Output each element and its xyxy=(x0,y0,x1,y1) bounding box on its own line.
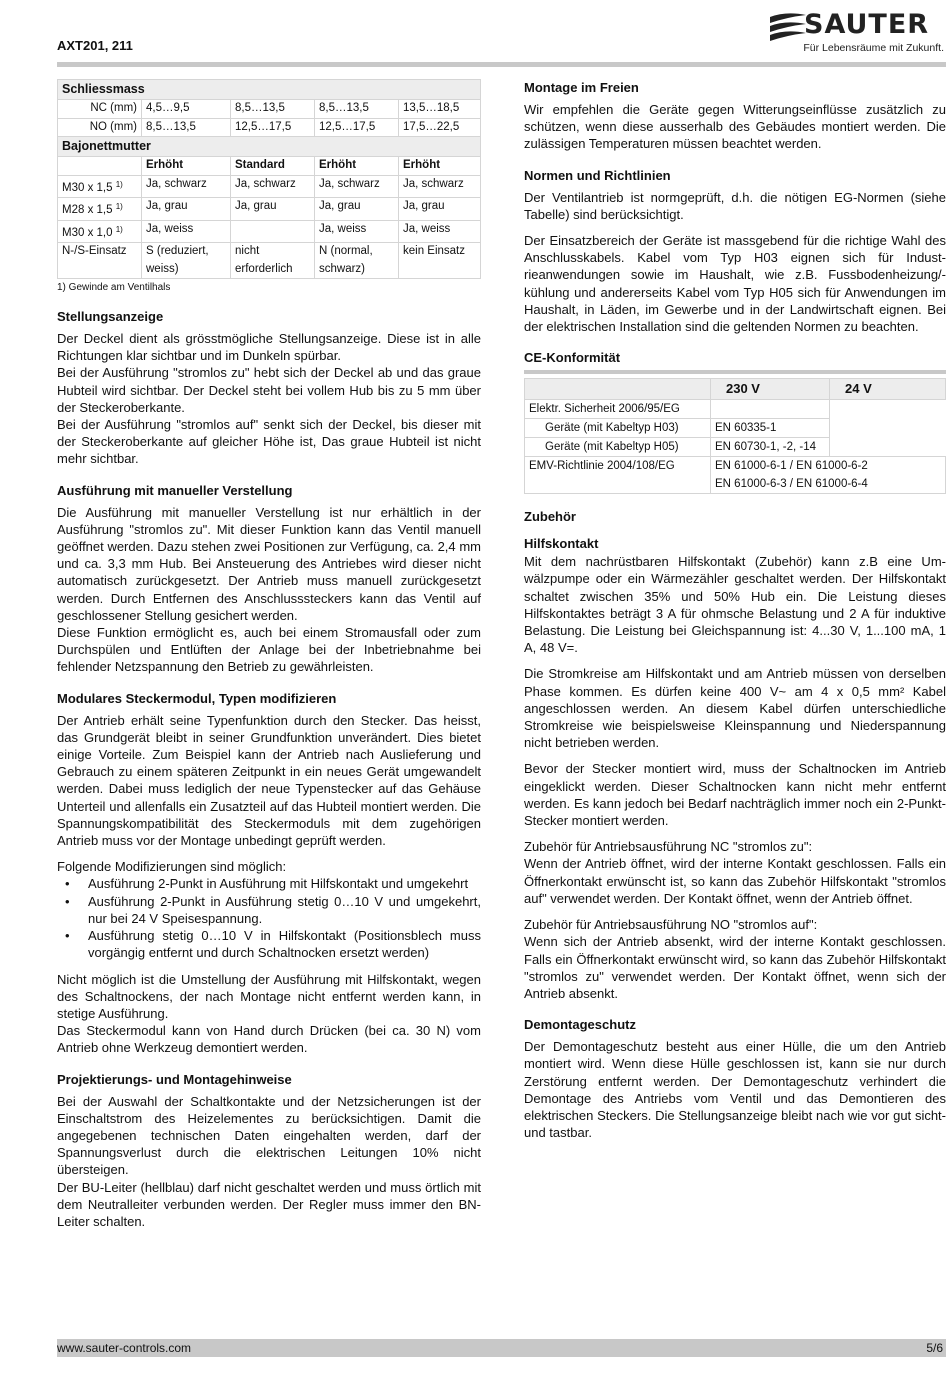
table-cell xyxy=(711,400,830,419)
table-cell: EN 60335-1 xyxy=(711,419,830,438)
table-cell: Ja, weiss xyxy=(142,220,231,243)
right-column xyxy=(524,79,946,1141)
table-cell: Ja, weiss xyxy=(399,220,481,243)
table-row-label: NC (mm) xyxy=(58,100,142,119)
table-cell: Geräte (mit Kabeltyp H03) xyxy=(525,419,711,438)
table-cell: kein Einsatz xyxy=(399,243,481,279)
table-cell: Ja, weiss xyxy=(315,220,399,243)
table-cell xyxy=(231,220,315,243)
table-cell: Ja, schwarz xyxy=(399,175,481,198)
modification-list xyxy=(57,875,481,961)
table-cell: Ja, grau xyxy=(399,198,481,221)
table-cell: Elektr. Sicherheit 2006/95/EG xyxy=(525,400,711,419)
norm-value: EN 61000-6-1 / EN 61000-6-2 xyxy=(715,460,868,473)
table-cell: Ja, schwarz xyxy=(315,175,399,198)
list-item: • Ausführung 2-Punkt in Ausführung stetig 0…10 V und umgekehrt, nur bei 24 V Speisespannung. xyxy=(57,893,481,927)
logo-tagline: Für Lebensräume mit Zukunft. xyxy=(803,42,944,54)
table-header-cell xyxy=(525,379,711,400)
table-cell: 8,5…13,5 xyxy=(142,118,231,137)
paragraph: Mit dem nachrüstbaren Hilfskontakt (Zubehör) kann z.B eine Umwälzpumpe oder ein Wärmezähler geschaltet werden. Der Hilfskontakt schaltet zwischen 35% und 50% Hub ein. Die Leistung dieses Hilfskontaktes beträgt 3 A für ohmsche Belastung und 2 A für induktive Belastung. Die Leistung bei Gleichspannung ist: 4...30 V, 1...100 mA, 1 A, 48 V=. xyxy=(524,554,946,656)
table-cell: Ja, schwarz xyxy=(142,175,231,198)
section-heading: Ausführung mit manueller Verstellung xyxy=(57,482,293,498)
table-header-cell: Erhöht xyxy=(315,157,399,176)
section-heading: Montage im Freien xyxy=(524,80,639,95)
table-cell: EN 60730-1, -2, -14 xyxy=(711,438,830,457)
table-header-cell: Erhöht xyxy=(399,157,481,176)
section-rule xyxy=(524,370,946,374)
table-cell xyxy=(711,457,946,494)
table-row-label: N-/S-Einsatz xyxy=(58,243,142,279)
paragraph: Diese Funktion ermöglicht es, auch bei einem Stromausfall oder zum Durchspülen und Entlüften der Anlage bei der Inbetriebnahme bei fehlender Netzspannung den Betrieb zu gewährleisten. xyxy=(57,625,481,675)
sauter-logo xyxy=(768,9,946,59)
table-cell: Ja, grau xyxy=(231,198,315,221)
paragraph: Folgende Modifizierungen sind möglich: xyxy=(57,859,287,875)
list-item: • Ausführung 2-Punkt in Ausführung mit Hilfskontakt und umgekehrt xyxy=(57,875,481,892)
table-cell: 8,5…13,5 xyxy=(231,100,315,119)
footnote-ref: 1) xyxy=(115,179,123,189)
table-cell xyxy=(830,400,946,457)
table-cell: Ja, grau xyxy=(142,198,231,221)
table-cell: S (reduziert, weiss) xyxy=(142,243,231,279)
left-column xyxy=(57,79,481,1230)
table-row-label: NO (mm) xyxy=(58,118,142,137)
section-heading: CE-Konformität xyxy=(524,350,621,366)
table-row-label: M30 x 1,5 $^{1)}$ xyxy=(58,175,142,198)
specs-table xyxy=(57,79,481,279)
table-cell: 17,5…22,5 xyxy=(399,118,481,137)
sauter-swoosh-icon xyxy=(768,11,808,41)
paragraph: Bei der Ausführung "stromlos auf" senkt sich der Deckel, bis dieser mit der Steckeroberkante auf gleicher Höhe ist, Das graue Hubteil ist nicht mehr sichtbar. xyxy=(57,417,481,467)
paragraph: Der BU-Leiter (hellblau) darf nicht geschaltet werden und muss örtlich mit dem Neutralleiter verbunden werden. Der Regler muss immer den BN-Leiter schalten. xyxy=(57,1179,481,1229)
page-number: 5/6 xyxy=(926,1341,943,1355)
section-heading: Projektierungs- und Montagehinweise xyxy=(57,1071,292,1087)
table-section-title: Bajonettmutter xyxy=(58,137,481,157)
table-section-title: Schliessmass xyxy=(58,80,481,100)
paragraph: Bei der Auswahl der Schaltkontakte und der Netzsicherungen ist der Einschaltstrom des Heizelementes zu berücksichtigen. Damit die angegebenen technischen Daten eingehalten werden, darf der Spannungsverlust durch die elektrischen Leitungen 10% nicht übersteigen. xyxy=(57,1093,481,1178)
section-heading: Normen und Richtlinien xyxy=(524,167,671,183)
header-rule xyxy=(57,62,946,67)
table-cell: N (normal, schwarz) xyxy=(315,243,399,279)
table-cell: Ja, schwarz xyxy=(231,175,315,198)
section-heading: Stellungsanzeige xyxy=(57,309,164,324)
footnote-ref: 1) xyxy=(115,202,123,211)
section-heading: Zubehör xyxy=(524,509,576,525)
section-heading: Modulares Steckermodul, Typen modifizieren xyxy=(57,690,337,706)
table-cell: 4,5…9,5 xyxy=(142,100,231,119)
paragraph: Nicht möglich ist die Umstellung der Ausführung mit Hilfskontakt, wegen des Schaltnockens, der nach Montage nicht entfernt werden kann, in stetige Ausführung. xyxy=(57,971,481,1021)
list-item: • Ausführung stetig 0…10 V in Hilfskontakt (Positionsblech muss vorgängig entfernt und durch Schaltnocken ersetzt werden) xyxy=(57,927,481,961)
document-title: AXT201, 211 xyxy=(57,38,133,53)
table-row-label: M28 x 1,5 $^{1)}$ xyxy=(58,198,142,221)
footer-url: www.sauter-controls.com xyxy=(57,1341,192,1355)
table-header-cell xyxy=(58,157,142,176)
subsection-heading: Hilfskontakt xyxy=(524,536,599,552)
table-footnote: 1) Gewinde am Ventilhals xyxy=(57,282,171,293)
paragraph: Zubehör für Antriebsausführung NC "stromlos zu": xyxy=(524,839,813,855)
paragraph: Der Einsatzbereich der Geräte ist massgebend für die richtige Wahl des Anschlusskabels. Kabel vom Typ H03 eignen sich für Industrieanwendungen sowie im Haushalt, wie z.B. Fussbodenheizung/-kühlung und andererseits Kabel vom Typ H05 sich für Anwendungen im Haushalt, in Läden, im Gewerbe und in der Landwirtschaft eignen. Bei der elektrischen Installation sind die geltenden Normen zu beachten. xyxy=(524,233,946,335)
table-cell: 8,5…13,5 xyxy=(315,100,399,119)
logo-wordmark: SAUTER xyxy=(804,9,930,40)
table-cell: 12,5…17,5 xyxy=(231,118,315,137)
table-header-cell: 24 V xyxy=(830,379,946,400)
paragraph: Wenn sich der Antrieb absenkt, wird der interne Kontakt geschlossen. Falls ein Öffnerkontakt erwünscht wird, so kann das Zubehör Hilfskontakt "stromlos zu" verwendet werden. Der Kontakt öffnet, wenn sich der Antrieb absenkt. xyxy=(524,934,946,1001)
paragraph: Wir empfehlen die Geräte gegen Witterungseinflüsse zusätzlich zu schützen, wenn diese ausserhalb des Gebäudes montiert werden. Die zulässigen Temperaturen müssen beachtet werden. xyxy=(524,102,946,152)
paragraph: Der Deckel dient als grösstmögliche Stellungsanzeige. Diese ist in alle Richtungen klar sichtbar und im Dunkeln spürbar. xyxy=(57,331,481,364)
footnote-ref: 1) xyxy=(115,224,123,234)
table-header-cell: 230 V xyxy=(711,379,830,400)
table-header-cell: Standard xyxy=(231,157,315,176)
paragraph: Der Ventilantrieb ist normgeprüft, d.h. die nötigen EG-Normen (siehe Tabelle) sind berücksichtigt. xyxy=(524,189,946,222)
paragraph: Die Stromkreise am Hilfskontakt und am Antrieb müssen von derselben Phase kommen. Es dürfen keine 400 V~ am 4 x 0,5 mm² Kabel angeschlossen werden. An diesem Kabel dürfen unterschiedliche Stromkreise wie beispielsweise Kleinspannung und Niederspannung nicht betrieben werden. xyxy=(524,666,946,751)
paragraph: Bevor der Stecker montiert wird, muss der Schaltnocken im Antrieb eingeklickt werden. Dieser Schaltnocken kann nicht mehr entfernt werden. Es kann jedoch bei Bedarf nachträglich immer noch ein 2-Punkt-Stecker montiert werden. xyxy=(524,761,946,829)
paragraph: Wenn der Antrieb öffnet, wird der interne Kontakt geschlossen. Falls ein Öffnerkontakt erwünscht ist, so kann das Zubehör Hilfskontakt "stromlos auf" verwendet werden. Der Kontakt öffnet, wenn der Antrieb öffnet. xyxy=(524,856,946,906)
table-cell: nicht erforderlich xyxy=(231,243,315,279)
paragraph: Zubehör für Antriebsausführung NO "stromlos auf": xyxy=(524,917,818,933)
table-cell: EMV-Richtlinie 2004/108/EG xyxy=(525,457,711,494)
table-cell: Geräte (mit Kabeltyp H05) xyxy=(525,438,711,457)
section-heading: Demontageschutz xyxy=(524,1017,636,1033)
table-header-cell: Erhöht xyxy=(142,157,231,176)
paragraph: Der Antrieb erhält seine Typenfunktion durch den Stecker. Das heisst, das Grundgerät bleibt in seiner Grundfunktion unverändert. Dies bietet einige Vorteile. Zum Beispiel kann der Antrieb nach Auslieferung und Gebrauch zu einem späteren Zeitpunkt in ein neues Gerät umgewandelt werden. Dabei muss lediglich der neue Typenstecker auf das Gehäuse Unterteil und allenfalls ein Zusatzteil auf das Hubteil montiert werden. Die Spannungskompatibilität des Steckermoduls mit dem zugehörigen Antrieb muss vor der Montage unbedingt geprüft werden. xyxy=(57,712,481,849)
paragraph: Bei der Ausführung "stromlos zu" hebt sich der Deckel ab und das graue Hubteil wird sichtbar. Der Deckel steht bei vollem Hub bis zu 5 mm über der Steckeroberkante. xyxy=(57,365,481,415)
paragraph: Der Demontageschutz besteht aus einer Hülle, die um den Antrieb montiert wird. Wenn diese Hülle geschlossen ist, kann sie nur durch Zerstörung entfernt werden. Der Demontageschutz verhindert die Demontage des Antriebs vom Ventil und das Demontieren des elektrischen Steckers. Die Stellungsanzeige bleibt nach wie vor gut sicht- und tastbar. xyxy=(524,1039,946,1141)
table-cell: 13,5…18,5 xyxy=(399,100,481,119)
paragraph: Das Steckermodul kann von Hand durch Drücken (bei ca. 30 N) vom Antrieb ohne Werkzeug demontiert werden. xyxy=(57,1023,481,1056)
paragraph: Die Ausführung mit manueller Verstellung ist nur erhältlich in der Ausführung "stromlos zu". Mit dieser Funktion kann das Ventil manuell geöffnet werden. Dazu stehen zwei Positionen zur Verfügung, ca. 2,4 mm und ca. 3,3 mm Hub. Bei Ansteuerung des Antriebes wird dieser nicht automatisch zurückgesetzt. Der Antrieb muss manuell zurückgesetzt werden. Durch Entfernen des Anschlusssteckers kann das Ventil auf geschlossener Stellung gesichert werden. xyxy=(57,504,481,623)
table-cell: Ja, grau xyxy=(315,198,399,221)
table-cell: 12,5…17,5 xyxy=(315,118,399,137)
norm-value: EN 61000-6-3 / EN 61000-6-4 xyxy=(715,478,868,491)
ce-conformity-table xyxy=(524,378,946,494)
table-row-label: M30 x 1,0 $^{1)}$ xyxy=(58,220,142,243)
